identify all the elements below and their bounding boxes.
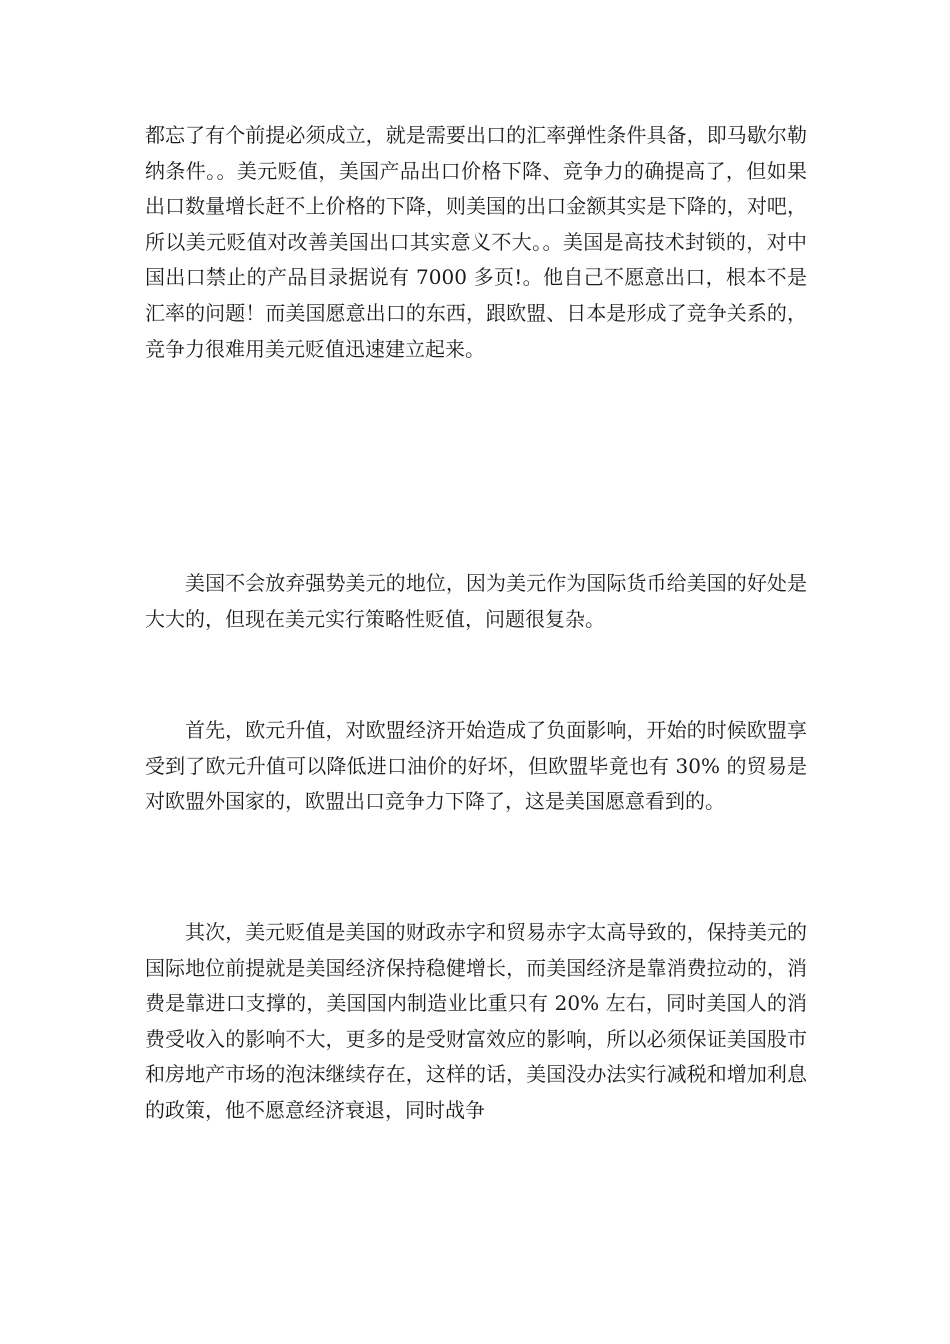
paragraph-continuation: 都忘了有个前提必须成立，就是需要出口的汇率弹性条件具备，即马歇尔勒纳条件。。美元贬值，美国产品出口价格下降、竞争力的确提高了，但如果出口数量增长赶不上价格的下降，则美国的出口金额其实是下降的，对吧，所以美元贬值对改善美国出口其实意义不大。。美国是高技术封锁的，对中国出口禁止的产品目录据说有 7000 多页!。他自己不愿意出口，根本不是汇率的问题！而美国愿意出口的东西，跟欧盟、日本是形成了竞争关系的，竞争力很难用美元贬值迅速建立起来。 <box>145 123 807 361</box>
paragraph-strong-dollar: 美国不会放弃强势美元的地位，因为美元作为国际货币给美国的好处是大大的，但现在美元实行策略性贬值，问题很复杂。 <box>145 571 807 631</box>
paragraph-first-euro: 首先，欧元升值，对欧盟经济开始造成了负面影响，开始的时候欧盟享受到了欧元升值可以降低进口油价的好坏，但欧盟毕竟也有 30% 的贸易是对欧盟外国家的，欧盟出口竞争力下降了，这是美国愿意看到的。 <box>145 718 807 814</box>
paragraph-second-deficit: 其次，美元贬值是美国的财政赤字和贸易赤字太高导致的，保持美元的国际地位前提就是美国经济保持稳健增长，而美国经济是靠消费拉动的，消费是靠进口支撑的，美国国内制造业比重只有 20% 左右，同时美国人的消费受收入的影响不大，更多的是受财富效应的影响，所以必须保证美国股市和房地产市场的泡沫继续存在，这样的话，美国没办法实行减税和增加利息的政策，他不愿意经济衰退，同时战争 <box>145 920 807 1122</box>
